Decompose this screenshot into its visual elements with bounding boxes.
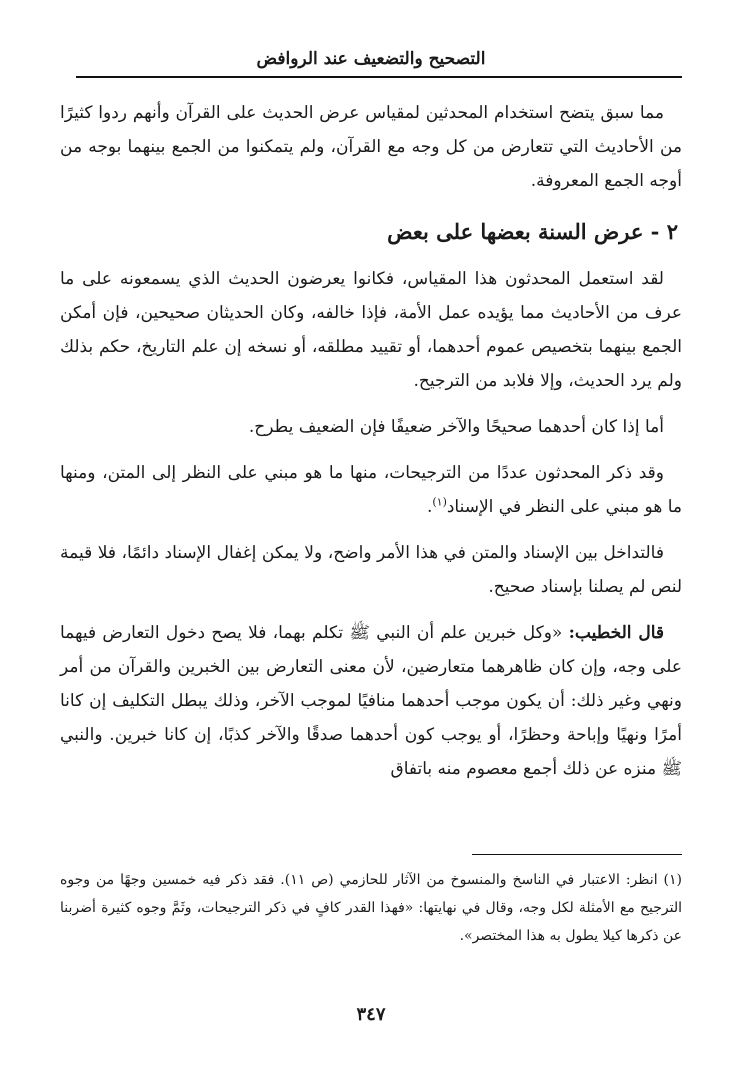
section-heading: ٢ - عرض السنة بعضها على بعض [387, 219, 678, 244]
paragraph-1: مما سبق يتضح استخدام المحدثين لمقياس عرض الحديث على القرآن وأنهم ردوا كثيرًا من الأحاديث التي تتعارض من كل وجه مع القرآن، ولم يتمكنوا من الجمع بينهما بوجه من أوجه الجمع المعروفة. [60, 103, 682, 191]
footnote-text: (١) انظر: الاعتبار في الناسخ والمنسوخ من الآثار للحازمي (ص ١١). فقد ذكر فيه خمسين وجهًا من وجوه الترجيح مع الأمثلة لكل وجه، وقال في نهايتها: «فهذا القدر كافٍ في ذكر الترجيحات، وثَمَّ وجوه كثيرة أضربنا عن ذكرها كيلا يطول به هذا المختصر». [60, 872, 683, 944]
book-page [60, 40, 682, 1050]
main-text [60, 96, 682, 798]
paragraph-4-end: . [426, 497, 433, 517]
paragraph-6-quote: «وكل خبرين علم أن النبي ﷺ تكلم بهما، فلا يصح دخول التعارض فيهما على وجه، وإن كان ظاهرهما متعارضين، لأن معنى التعارض بين الخبرين والقرآن من أمر ونهي وغير ذلك: أن يكون موجب أحدهما منافيًا لموجب الآخر، وذلك يبطل التكليف إن كانا أمرًا ونهيًا وإباحة وحظرًا، أو يوجب كون أحدهما صدقًا والآخر كذبًا، إن كانا خبرين. والنبي ﷺ منزه عن ذلك أجمع معصوم منه باتفاق [60, 623, 682, 779]
paragraph-3: أما إذا كان أحدهما صحيحًا والآخر ضعيفًا فإن الضعيف يطرح. [248, 417, 664, 437]
header-rule [76, 76, 682, 78]
paragraph-2: لقد استعمل المحدثون هذا المقياس، فكانوا يعرضون الحديث الذي يسمعونه على ما عرف من الأحاديث مما يؤيده عمل الأمة، فإذا خالفه، وكان الحديثان صحيحين، فإن أمكن الجمع بينهما بتخصيص عموم أحدهما، أو تقييد مطلقه، أو نسخه إن علم التاريخ، حكم بذلك ولم يرد الحديث، وإلا فلابد من الترجيح. [60, 269, 682, 391]
paragraph-5: فالتداخل بين الإسناد والمتن في هذا الأمر واضح، ولا يمكن إغفال الإسناد دائمًا، فلا قيمة لنص لم يصلنا بإسناد صحيح. [60, 543, 682, 597]
quoted-author: قال الخطيب: [568, 623, 664, 643]
paragraph-4-text: وقد ذكر المحدثون عددًا من الترجيحات، منها ما هو مبني على النظر إلى المتن، ومنها ما هو مبني على النظر في الإسناد [60, 463, 682, 517]
footnote-reference[interactable]: (١) [432, 495, 447, 509]
footnote-rule [472, 854, 682, 855]
footnote [60, 866, 682, 950]
running-header: التصحيح والتضعيف عند الروافض [256, 49, 486, 69]
page-number: ٣٤٧ [356, 1004, 386, 1025]
paragraph-6 [60, 616, 682, 786]
paragraph-4 [60, 456, 682, 524]
